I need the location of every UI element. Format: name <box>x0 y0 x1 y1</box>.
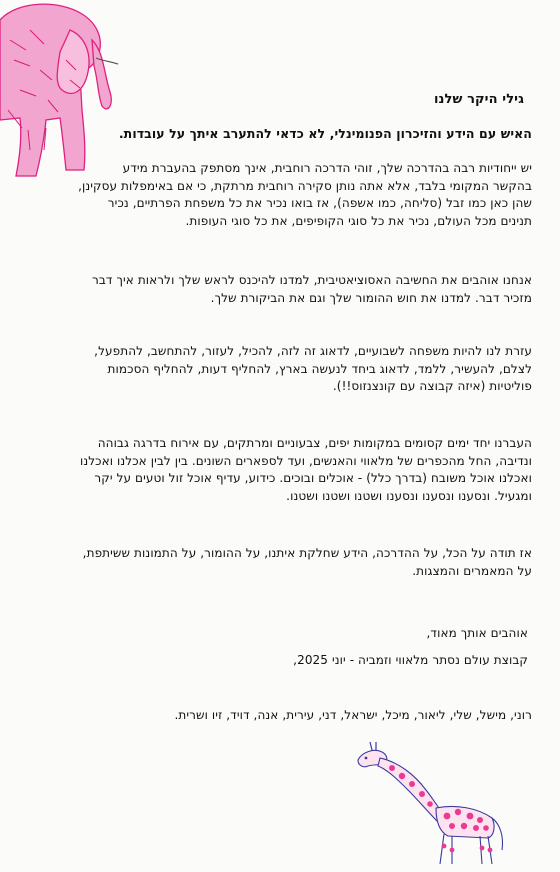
paragraph-family <box>22 343 532 396</box>
paragraph-line: תנינים מכל העולם, נכיר את כל סוגי הקופיפים, את כל סוגי העופות. <box>185 213 532 228</box>
paragraph-line: פוליטיות (איזה קבוצה עם קונצנזוס!!). <box>332 379 532 393</box>
paragraph-associative <box>42 272 532 307</box>
letter-greeting: גילי היקר שלנו <box>433 92 524 107</box>
paragraph-line: העברנו יחד ימים קסומים במקומות יפים, צבעוניים ומרתקים, עם אירוח בדרגה גבוהה <box>97 436 532 450</box>
paragraph-line: עזרת לנו להיות משפחה לשבועיים, לדאוג זה לזה, להכיל, לעזור, להתחשב, להתפעל, <box>94 344 532 358</box>
paragraph-guiding <box>6 160 532 230</box>
paragraph-days <box>12 435 532 505</box>
paragraph-line: ונדיבה, החל מהכפרים של מלאווי והאנשים, ועד לספארים השונים. בין לבין אכלנו ואכלנו <box>79 453 532 468</box>
paragraph-line: ומגעיל. ונסענו ונסענו ונסענו ושטנו ושטנו ושטנו. <box>286 488 532 503</box>
signers-names: רוני, מישל, שלי, ליאור, מיכל, ישראל, דני, עירית, אנה, דויד, זיו ושרית. <box>174 708 532 722</box>
paragraph-line: שהן כאן כמו זבל (סליחה, כמו אשפה), אז בואו נכיר את כל משפחת הפרתיים, נכיר <box>107 196 532 210</box>
giraffe-illustration <box>352 738 512 868</box>
letter-closing: אוהבים אותך מאוד, <box>426 626 528 640</box>
paragraph-line: על המאמרים והמצגות. <box>412 563 532 578</box>
paragraph-line: יש ייחודיות רבה בהדרכה שלך, זוהי הדרכה רוחבית, אינך מסתפק בהעברת מידע <box>122 161 532 175</box>
paragraph-line: לצלם, להעשיר, ללמד, לדאוג ביחד לנעשה בארץ, להחליף דעות, להחליף הסכמות <box>107 361 532 376</box>
paragraph-line: אנחנו אוהבים את החשיבה האסוציאטיבית, למדנו להיכנס לראש שלך ולראות איך דבר <box>91 273 532 287</box>
letter-intro: האיש עם הידע והזיכרון הפנומינלי, לא כדאי להתערב איתך על עובדות. <box>118 126 532 141</box>
paragraph-line: בהקשר המקומי בלבד, אלא אתה נותן סקירה רוחבית מרתקת, כי אם באימפלות עסקינן, <box>78 178 532 193</box>
paragraph-line: מזכיר דבר. למדנו את חוש ההומור שלך וגם את הביקורת שלך. <box>210 290 532 305</box>
group-signature: קבוצת עולם נסתר מלאווי וזמביה - יוני 2025, <box>293 653 528 667</box>
paragraph-line: ואכלנו אוכל משובח (בדרך כלל) - אוכלים ובוכים. כידוע, עדיף אוכל זול וטעים על יקר <box>94 471 532 485</box>
elephant-illustration <box>0 0 120 180</box>
paragraph-thanks <box>32 545 532 580</box>
paragraph-line: אז תודה על הכל, על ההדרכה, הידע שחלקת איתנו, על ההומור, על התמונות ששיתפת, <box>82 546 532 560</box>
